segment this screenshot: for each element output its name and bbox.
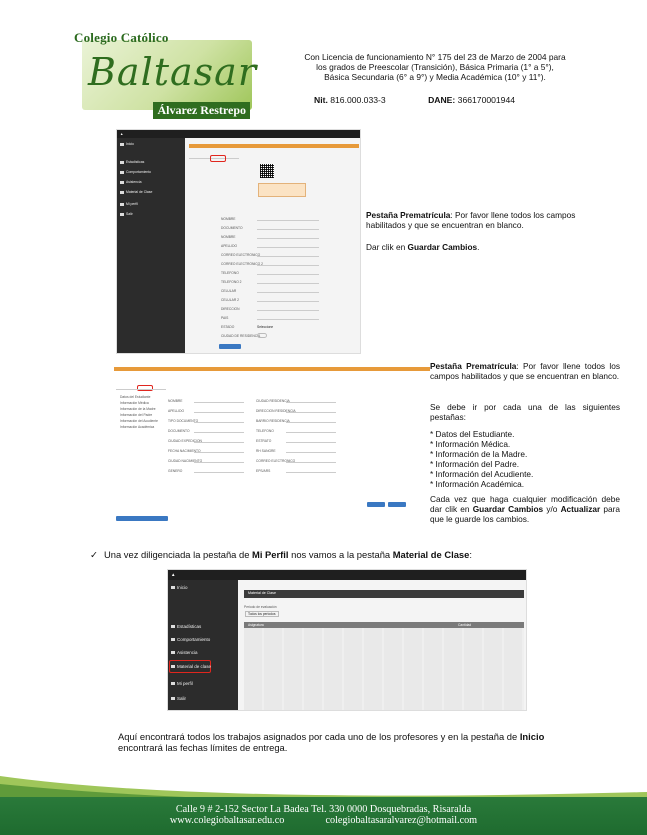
field-label: TELEFONO (256, 429, 274, 433)
school-ids (314, 95, 515, 105)
sidebar-item-perfil[interactable]: Mi perfil (171, 681, 193, 686)
field-label: GENERO (168, 469, 183, 473)
field-label: CELULAR 2 (221, 298, 239, 302)
power-icon (171, 697, 175, 700)
field-label: CIUDAD EXPEDICION (168, 439, 202, 443)
notice-box (258, 183, 306, 197)
screenshot-prematricula-tabs (114, 367, 430, 524)
screenshot-material-clase (167, 569, 527, 711)
field-label: FECHA NACIMIENTO (168, 449, 201, 453)
field-label: CIUDAD RESIDENCIA (256, 399, 290, 403)
bottom-paragraph: Aquí encontrará todos los trabajos asignados por cada uno de los profesores y en la pestaña de Inicio encontrará las fechas límites de entrega. (118, 731, 545, 753)
app-logo-mini: ▲ (120, 132, 124, 136)
section2-instruction: Se debe ir por cada una de las siguientes pestañas: (430, 402, 620, 423)
form-field[interactable] (194, 398, 244, 403)
school-logo (70, 30, 257, 122)
tab-list-item: * Información de la Madre. (430, 449, 528, 460)
nit-value: 816.000.033-3 (330, 95, 386, 105)
save-changes-button[interactable] (116, 516, 168, 521)
footer-email[interactable]: colegiobaltasaralvarez@hotmail.com (325, 815, 478, 826)
side-tab[interactable]: Información del Padre (120, 413, 153, 417)
home-icon (171, 586, 175, 589)
field-label: CORREO ELECTRONICO 2 (221, 262, 263, 266)
list-icon (120, 171, 124, 174)
license-text (265, 52, 605, 83)
section1-text (366, 210, 616, 230)
form-field[interactable] (286, 458, 336, 463)
sidebar-item-salir[interactable]: Salir (171, 696, 186, 701)
field-label: CELULAR (221, 289, 237, 293)
section2-tab-list (430, 429, 620, 490)
field-label: CORREO ELECTRONICO (221, 253, 261, 257)
form-field[interactable] (194, 428, 244, 433)
section1-body: : Por favor llene todos los campos habilitados y que se encuentran en blanco. (366, 210, 576, 231)
form-field[interactable] (257, 315, 319, 320)
app-topbar (168, 570, 526, 580)
form-field[interactable] (286, 398, 336, 403)
form-field[interactable] (286, 468, 336, 473)
field-label: ESTADO (221, 325, 235, 329)
footer-contact (0, 815, 647, 826)
tab-list-item: * Datos del Estudiante. (430, 429, 515, 439)
sidebar-item-asistencia[interactable]: Asistencia (171, 650, 198, 655)
sidebar-item-comportamiento[interactable]: Comportamiento (171, 637, 210, 642)
panel-header-bar (189, 144, 359, 148)
field-label: CIUDAD NACIMIENTO (168, 459, 203, 463)
field-label: BARRIO RESIDENCIA (256, 419, 290, 423)
form-field[interactable] (257, 270, 319, 275)
license-line: los grados de Preescolar (Transición), Básica Primaria (1° a 5°), (316, 62, 554, 73)
field-label: TIPO DOCUMENTO (168, 419, 199, 423)
user-icon (171, 682, 175, 685)
sidebar-item-perfil[interactable]: Mi perfil (120, 202, 138, 206)
checkmark-icon: ✓ (90, 549, 98, 560)
form-field[interactable] (257, 225, 319, 230)
filter-label: Periodo de evaluación (244, 605, 277, 609)
tab-prematricula-highlight[interactable] (210, 155, 226, 162)
app-topbar (117, 130, 360, 138)
form-field[interactable] (194, 458, 244, 463)
field-label: NOMBRE (221, 217, 236, 221)
qr-code (260, 164, 274, 178)
form-field[interactable] (257, 306, 319, 311)
form-field[interactable] (257, 216, 319, 221)
sidebar-item-comportamiento[interactable]: Comportamiento (120, 170, 151, 174)
side-tab[interactable]: Información de la Madre (120, 407, 156, 411)
chart-icon (171, 625, 175, 628)
calendar-icon (120, 181, 124, 184)
field-label: TELEFONO (221, 271, 239, 275)
field-label: APELLIDO (221, 244, 238, 248)
footer-website[interactable]: www.colegiobaltasar.edu.co (169, 815, 285, 826)
app-logo-mini: ▲ (171, 572, 176, 577)
home-icon (120, 143, 124, 146)
form-field[interactable] (194, 438, 244, 443)
field-label: NOMBRE (168, 399, 183, 403)
form-field[interactable] (257, 234, 319, 239)
form-field[interactable] (257, 297, 319, 302)
table-body (244, 628, 524, 711)
col-cantidad: Cantidad (458, 623, 472, 627)
screenshot-prematricula-form (116, 129, 361, 354)
inicio-text: Inicio (519, 731, 545, 742)
logo-main-text: Baltasar (88, 50, 257, 94)
side-tab[interactable]: Información Académica (120, 425, 155, 429)
field-label: NOMBRE (221, 235, 236, 239)
side-tab[interactable]: Información del Acudiente (120, 419, 158, 423)
license-line: Con Licencia de funcionamiento N° 175 del 23 de Marzo de 2004 para (304, 52, 566, 62)
select-value[interactable]: Seleccione (257, 325, 274, 329)
field-label: DIRECCION RESIDENCIA (256, 409, 296, 413)
field-label: CORREO ELECTRONICO (256, 459, 296, 463)
tab-list-item: * Información del Padre. (430, 459, 520, 470)
logo-top-text: Colegio Católico (74, 30, 169, 45)
scissors-icon (171, 665, 175, 668)
form-field[interactable] (194, 468, 244, 473)
calendar-icon (171, 651, 175, 654)
field-label: EPS/ARS (256, 469, 271, 473)
field-label: TELEFONO 2 (221, 280, 242, 284)
period-select[interactable]: Todos los periodos (245, 611, 279, 617)
sidebar-item-material[interactable]: Material de clase (171, 664, 211, 669)
field-label: DOCUMENTO (221, 226, 243, 230)
section1-click: Dar clik en Guardar Cambios. (366, 242, 480, 252)
cancel-button[interactable] (388, 502, 406, 507)
form-field[interactable] (257, 252, 319, 257)
sidebar-item-asistencia[interactable]: Asistencia (120, 180, 141, 184)
dane-label: DANE: (428, 95, 456, 105)
field-label: ESTRATO (256, 439, 272, 443)
field-label: CIUDAD DE RESIDENCIA (221, 334, 261, 338)
form-field[interactable] (194, 418, 244, 423)
field-label: PAIS (221, 316, 229, 320)
field-label: DOCUMENTO (168, 429, 190, 433)
section2-save-note: Cada vez que haga cualquier modificación debe dar clik en Guardar Cambios y/o Actualizar para que le guarde los cambios. (430, 494, 620, 525)
field-label: DIRECCION (221, 307, 240, 311)
field-label: RH SANGRE (256, 449, 276, 453)
list-icon (171, 638, 175, 641)
scissors-icon (120, 191, 124, 194)
check-instruction: ✓ Una vez diligenciada la pestaña de Mi Perfil nos vamos a la pestaña Material de Clase: (90, 549, 472, 560)
license-line: Básica Secundaria (6° a 9°) y Media Académica (10° y 11°). (324, 72, 546, 83)
nit-label: Nit. (314, 95, 328, 105)
logo-bottom-text: Álvarez Restrepo (153, 102, 250, 119)
tab-list-item: * Información Académica. (430, 479, 525, 490)
section2-title: Pestaña Prematrícula (430, 361, 517, 371)
sidebar-item-inicio[interactable]: Inicio (171, 585, 188, 590)
form-field[interactable] (286, 418, 336, 423)
form-field[interactable] (286, 448, 336, 453)
side-tab[interactable]: Datos del Estudiante (120, 395, 151, 399)
sidebar-item-material[interactable]: Material de Clase (120, 190, 152, 194)
power-icon (120, 213, 124, 216)
form-field[interactable] (286, 438, 336, 443)
tab-strip (116, 385, 166, 390)
form-field[interactable] (194, 448, 244, 453)
col-asignatura: Asignatura (248, 623, 264, 627)
dane-value: 366170001944 (457, 95, 516, 105)
panel-header (244, 590, 524, 598)
chart-icon (120, 161, 124, 164)
footer-bar (0, 797, 647, 835)
section1-title: Pestaña Prematrícula (366, 210, 451, 220)
tab-list-item: * Información Médica. (430, 439, 511, 450)
field-label: APELLIDO (168, 409, 185, 413)
form-field[interactable] (286, 408, 336, 413)
sidebar-item-salir[interactable]: Salir (120, 212, 133, 216)
save-changes-button[interactable] (219, 344, 241, 349)
sidebar-item-estadisticas[interactable]: Estadísticas (120, 160, 144, 164)
form-field[interactable] (257, 243, 319, 248)
footer-address: Calle 9 # 2-152 Sector La Badea Tel. 330 0000 Dosquebradas, Risaralda (175, 804, 472, 815)
section2-intro: Pestaña Prematrícula: Por favor llene todos los campos habilitados y que se encuentran en blanco. (430, 361, 620, 382)
sidebar-item-inicio[interactable]: Inicio (120, 142, 134, 146)
panel-title: Material de Clase (248, 591, 276, 595)
form-field[interactable] (194, 408, 244, 413)
app-sidebar (168, 580, 238, 710)
user-icon (120, 203, 124, 206)
update-button[interactable] (367, 502, 385, 507)
side-tab[interactable]: Información Médica (120, 401, 149, 405)
guardar-cambios-text: Guardar Cambios (407, 242, 478, 252)
form-field[interactable] (257, 261, 319, 266)
form-field[interactable] (286, 428, 336, 433)
form-field[interactable] (257, 288, 319, 293)
toggle-field[interactable] (257, 333, 267, 338)
sidebar-item-estadisticas[interactable]: Estadísticas (171, 624, 201, 629)
form-field[interactable] (257, 279, 319, 284)
panel-header-bar (114, 367, 430, 371)
tab-list-item: * Información del Acudiente. (430, 469, 534, 480)
